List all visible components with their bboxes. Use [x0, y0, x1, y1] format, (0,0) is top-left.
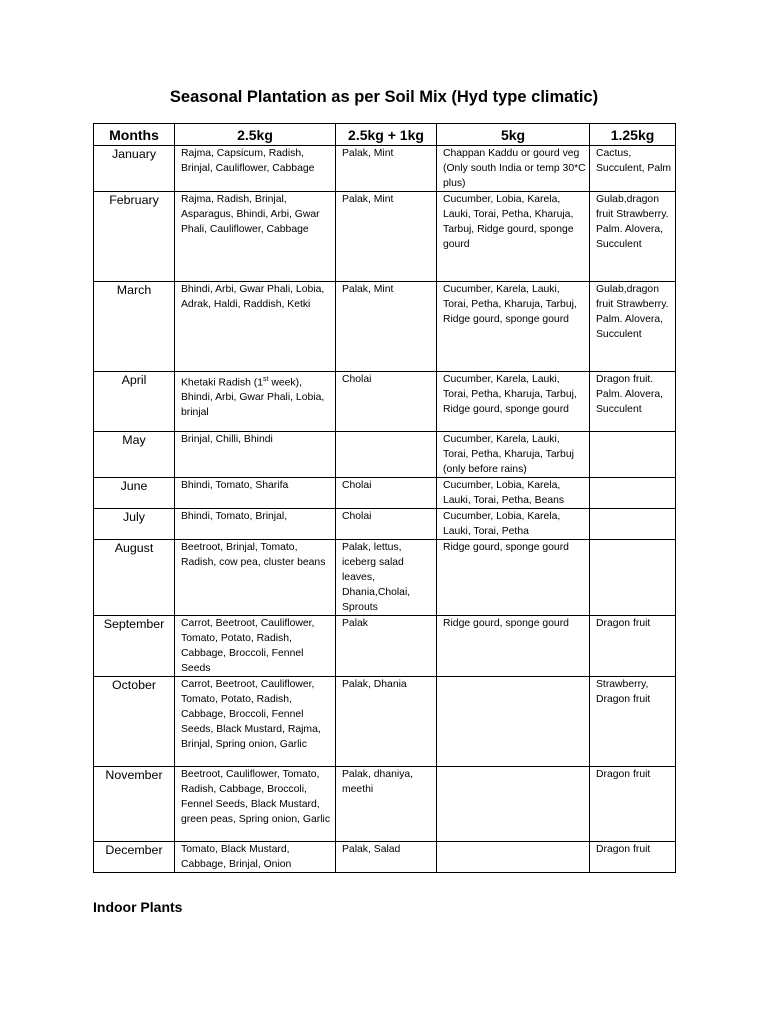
cell-5kg: Cucumber, Lobia, Karela, Lauki, Torai, Petha: [437, 509, 590, 540]
cell-2-5kg: Bhindi, Arbi, Gwar Phali, Lobia, Adrak, Haldi, Raddish, Ketki: [175, 282, 336, 372]
cell-2-5kg-plus-1kg: Palak, dhaniya, meethi: [336, 767, 437, 842]
plantation-table: [93, 123, 676, 873]
cell-1-25kg: Strawberry, Dragon fruit: [590, 677, 676, 767]
cell-5kg: Chappan Kaddu or gourd veg (Only south India or temp 30*C plus): [437, 146, 590, 192]
table-row: [94, 616, 676, 677]
month-cell: February: [94, 192, 175, 282]
column-header-1-25kg: 1.25kg: [590, 124, 676, 146]
ordinal-suffix: st: [263, 376, 269, 383]
column-header-2-5kg: 2.5kg: [175, 124, 336, 146]
cell-1-25kg: [590, 478, 676, 509]
cell-2-5kg-plus-1kg: Palak, lettus, iceberg salad leaves, Dhania,Cholai, Sprouts: [336, 540, 437, 616]
cell-2-5kg-plus-1kg: Palak, Dhania: [336, 677, 437, 767]
cell-5kg: [437, 677, 590, 767]
cell-5kg: Cucumber, Lobia, Karela, Lauki, Torai, Petha, Kharuja, Tarbuj, Ridge gourd, sponge gourd: [437, 192, 590, 282]
column-header-2-5kg-plus-1kg: 2.5kg + 1kg: [336, 124, 437, 146]
cell-2-5kg-plus-1kg: Palak: [336, 616, 437, 677]
table-header-row: [94, 124, 676, 146]
cell-2-5kg: Tomato, Black Mustard, Cabbage, Brinjal, Onion: [175, 842, 336, 873]
cell-2-5kg-plus-1kg: [336, 432, 437, 478]
cell-5kg: Cucumber, Lobia, Karela, Lauki, Torai, Petha, Beans: [437, 478, 590, 509]
table-row: [94, 509, 676, 540]
cell-2-5kg-plus-1kg: Cholai: [336, 478, 437, 509]
month-cell: December: [94, 842, 175, 873]
table-row: [94, 432, 676, 478]
month-cell: July: [94, 509, 175, 540]
month-cell: October: [94, 677, 175, 767]
column-header-5kg: 5kg: [437, 124, 590, 146]
column-header-months: Months: [94, 124, 175, 146]
cell-2-5kg: Bhindi, Tomato, Sharifa: [175, 478, 336, 509]
table-row: [94, 372, 676, 432]
cell-1-25kg: [590, 432, 676, 478]
table-row: [94, 540, 676, 616]
cell-2-5kg: Rajma, Radish, Brinjal, Asparagus, Bhindi, Arbi, Gwar Phali, Cauliflower, Cabbage: [175, 192, 336, 282]
month-cell: March: [94, 282, 175, 372]
cell-1-25kg: Gulab,dragon fruit Strawberry. Palm. Alovera, Succulent: [590, 192, 676, 282]
cell-2-5kg-plus-1kg: Palak, Mint: [336, 146, 437, 192]
cell-2-5kg-plus-1kg: Palak, Mint: [336, 192, 437, 282]
month-cell: June: [94, 478, 175, 509]
month-cell: January: [94, 146, 175, 192]
cell-5kg: [437, 767, 590, 842]
month-cell: September: [94, 616, 175, 677]
cell-1-25kg: Dragon fruit: [590, 842, 676, 873]
table-row: [94, 767, 676, 842]
month-cell: August: [94, 540, 175, 616]
cell-2-5kg: Rajma, Capsicum, Radish, Brinjal, Cauliflower, Cabbage: [175, 146, 336, 192]
cell-2-5kg: Beetroot, Cauliflower, Tomato, Radish, Cabbage, Broccoli, Fennel Seeds, Black Mustard, green peas, Spring onion, Garlic: [175, 767, 336, 842]
cell-2-5kg: Khetaki Radish (1st week), Bhindi, Arbi, Gwar Phali, Lobia, brinjal: [175, 372, 336, 432]
table-row: [94, 282, 676, 372]
cell-1-25kg: Dragon fruit: [590, 767, 676, 842]
table-body: [94, 146, 676, 873]
cell-2-5kg: Carrot, Beetroot, Cauliflower, Tomato, Potato, Radish, Cabbage, Broccoli, Fennel Seeds, Black Mustard, Rajma, Brinjal, Spring onion, Garlic: [175, 677, 336, 767]
cell-5kg: [437, 842, 590, 873]
cell-2-5kg: Brinjal, Chilli, Bhindi: [175, 432, 336, 478]
cell-2-5kg-plus-1kg: Palak, Salad: [336, 842, 437, 873]
cell-2-5kg: Carrot, Beetroot, Cauliflower, Tomato, Potato, Radish, Cabbage, Broccoli, Fennel Seeds: [175, 616, 336, 677]
cell-1-25kg: [590, 540, 676, 616]
cell-5kg: Ridge gourd, sponge gourd: [437, 616, 590, 677]
cell-2-5kg: Bhindi, Tomato, Brinjal,: [175, 509, 336, 540]
table-row: [94, 192, 676, 282]
cell-1-25kg: [590, 509, 676, 540]
cell-2-5kg-plus-1kg: Palak, Mint: [336, 282, 437, 372]
cell-5kg: Cucumber, Karela, Lauki, Torai, Petha, Kharuja, Tarbuj (only before rains): [437, 432, 590, 478]
table-row: [94, 478, 676, 509]
month-cell: November: [94, 767, 175, 842]
table-row: [94, 146, 676, 192]
cell-5kg: Cucumber, Karela, Lauki, Torai, Petha, Kharuja, Tarbuj, Ridge gourd, sponge gourd: [437, 282, 590, 372]
cell-1-25kg: Gulab,dragon fruit Strawberry. Palm. Alovera, Succulent: [590, 282, 676, 372]
cell-1-25kg: Dragon fruit. Palm. Alovera, Succulent: [590, 372, 676, 432]
table-row: [94, 677, 676, 767]
cell-5kg: Ridge gourd, sponge gourd: [437, 540, 590, 616]
cell-2-5kg: Beetroot, Brinjal, Tomato, Radish, cow pea, cluster beans: [175, 540, 336, 616]
month-cell: May: [94, 432, 175, 478]
cell-1-25kg: Dragon fruit: [590, 616, 676, 677]
document-title: Seasonal Plantation as per Soil Mix (Hyd type climatic): [169, 88, 599, 106]
month-cell: April: [94, 372, 175, 432]
table-row: [94, 842, 676, 873]
cell-2-5kg-plus-1kg: Cholai: [336, 509, 437, 540]
cell-5kg: Cucumber, Karela, Lauki, Torai, Petha, Kharuja, Tarbuj, Ridge gourd, sponge gourd: [437, 372, 590, 432]
cell-1-25kg: Cactus, Succulent, Palm: [590, 146, 676, 192]
indoor-plants-heading: Indoor Plants: [93, 899, 183, 915]
cell-2-5kg-plus-1kg: Cholai: [336, 372, 437, 432]
